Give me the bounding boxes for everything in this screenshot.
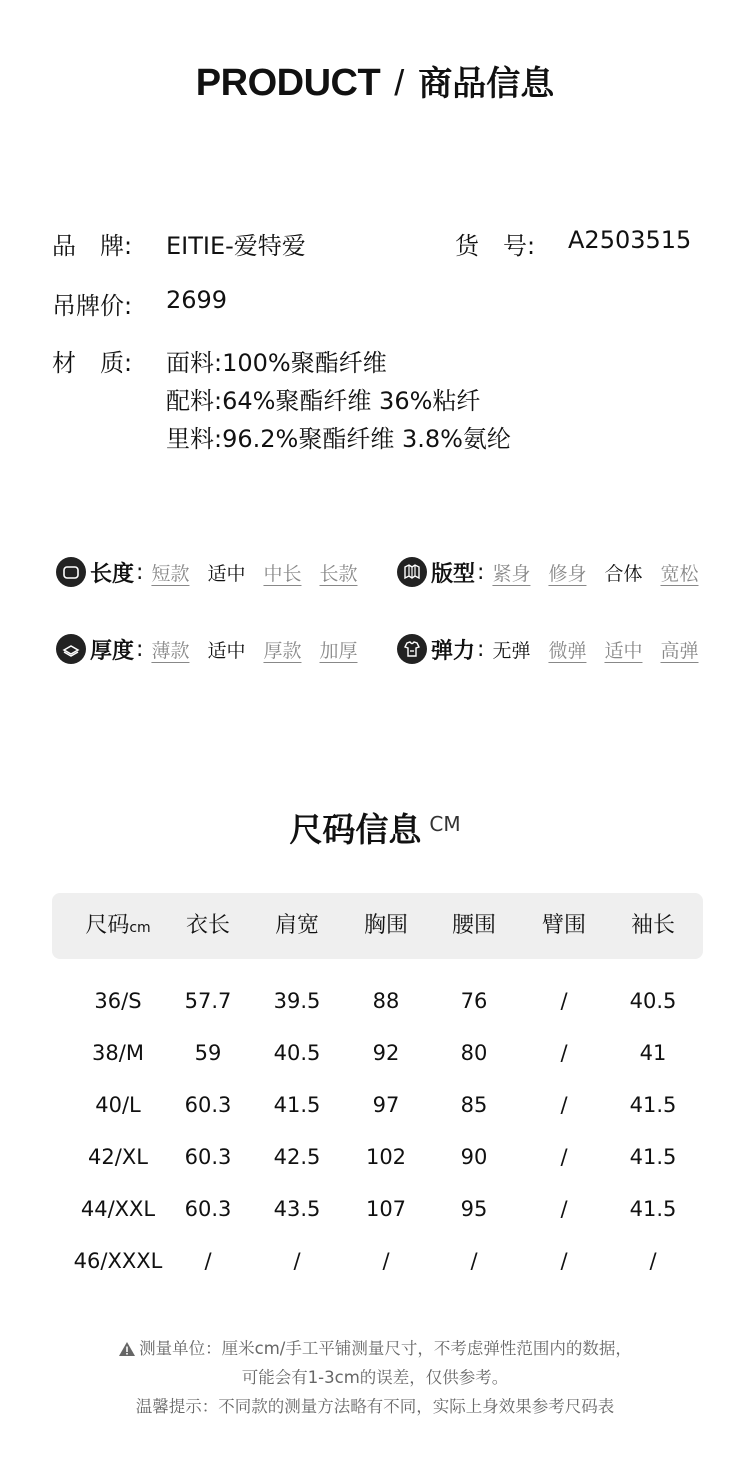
table-cell: 41.5	[629, 1145, 677, 1169]
brand-label: 品 牌:	[52, 232, 133, 260]
attr-length: 长度 : 短款 适中 中长 长款	[56, 555, 358, 589]
sku-value: A2503515	[568, 226, 692, 254]
price-value: 2699	[166, 286, 228, 314]
table-cell: /	[382, 1249, 390, 1273]
table-cell: 60.3	[184, 1093, 232, 1117]
table-cell: 41.5	[629, 1093, 677, 1117]
size-table-header	[52, 893, 703, 959]
header-cell: 尺码cm	[85, 913, 151, 938]
table-cell: 102	[365, 1145, 407, 1169]
size-label-cell: 46/XXXL	[73, 1249, 163, 1273]
attr-option-selected: 适中	[207, 639, 246, 662]
attr-label: 弹力	[431, 638, 476, 664]
size-label-cell: 36/S	[94, 989, 142, 1013]
table-cell: 41	[639, 1041, 667, 1065]
table-cell: 76	[460, 989, 488, 1013]
table-cell: 97	[372, 1093, 400, 1117]
tip-line: 温馨提示：不同款的测量方法略有不同，实际上身效果参考尺码表	[135, 1397, 615, 1416]
table-cell: /	[560, 1145, 568, 1169]
header-cell: 肩宽	[274, 913, 319, 938]
attr-option-selected: 适中	[207, 562, 246, 585]
size-label-cell: 42/XL	[88, 1145, 148, 1169]
header-cell: 臂围	[541, 913, 586, 938]
attr-option: 高弹	[660, 639, 699, 662]
warning-icon	[118, 1337, 136, 1366]
header-cell: 衣长	[185, 913, 230, 938]
table-cell: /	[204, 1249, 212, 1273]
table-cell: /	[560, 1041, 568, 1065]
material-label: 材 质:	[52, 349, 133, 377]
table-cell: 39.5	[273, 989, 321, 1013]
note-line: 测量单位：厘米cm/手工平铺测量尺寸，不考虑弹性范围内的数据，	[139, 1339, 632, 1358]
attr-thickness: 厚度 : 薄款 适中 厚款 加厚	[56, 632, 358, 666]
brand-row	[0, 226, 750, 260]
length-icon	[56, 557, 86, 587]
table-cell: 60.3	[184, 1145, 232, 1169]
attr-option-selected: 合体	[604, 562, 643, 585]
price-row	[0, 286, 750, 320]
table-cell: /	[560, 1249, 568, 1273]
table-cell: 59	[194, 1041, 222, 1065]
note-line: 可能会有1-3cm的误差，仅供参考。	[241, 1368, 509, 1387]
header-cell: 袖长	[630, 913, 675, 938]
size-label-cell: 38/M	[92, 1041, 144, 1065]
size-unit: CM	[429, 812, 461, 836]
fit-icon	[397, 557, 427, 587]
table-cell: /	[470, 1249, 478, 1273]
price-label: 吊牌价:	[52, 292, 133, 320]
attr-option: 短款	[151, 562, 190, 585]
page-title	[0, 56, 750, 105]
table-cell: 90	[460, 1145, 488, 1169]
table-cell: 95	[460, 1197, 488, 1221]
size-label-cell: 44/XXL	[80, 1197, 156, 1221]
attr-option: 薄款	[151, 639, 190, 662]
elasticity-icon	[397, 634, 427, 664]
table-cell: 40.5	[273, 1041, 321, 1065]
header-cell: 腰围	[451, 913, 496, 938]
thickness-icon	[56, 634, 86, 664]
table-cell: 88	[372, 989, 400, 1013]
attr-option: 紧身	[492, 562, 531, 585]
attr-option: 微弹	[548, 639, 587, 662]
size-label-cell: 40/L	[95, 1093, 141, 1117]
attr-option: 宽松	[660, 562, 699, 585]
table-cell: /	[560, 1197, 568, 1221]
title-separator: /	[394, 62, 405, 103]
table-cell: 57.7	[184, 989, 232, 1013]
table-cell: 107	[365, 1197, 407, 1221]
table-cell: /	[649, 1249, 657, 1273]
material-row	[0, 343, 750, 463]
table-cell: 40.5	[629, 989, 677, 1013]
sku-label: 货 号:	[455, 232, 536, 260]
table-cell: 43.5	[273, 1197, 321, 1221]
attr-option: 厚款	[263, 639, 302, 662]
table-cell: 92	[372, 1041, 400, 1065]
material-line: 面料:100%聚酯纤维	[166, 349, 387, 377]
table-cell: 85	[460, 1093, 488, 1117]
table-cell: 41.5	[273, 1093, 321, 1117]
table-cell: /	[293, 1249, 301, 1273]
table-cell: 60.3	[184, 1197, 232, 1221]
header-cell: 胸围	[363, 913, 408, 938]
table-cell: /	[560, 989, 568, 1013]
table-cell: 41.5	[629, 1197, 677, 1221]
attr-option: 加厚	[319, 639, 358, 662]
attr-label: 版型	[431, 561, 476, 587]
material-line: 里料:96.2%聚酯纤维 3.8%氨纶	[166, 425, 511, 453]
table-cell: /	[560, 1093, 568, 1117]
attr-elasticity: 弹力 : 无弹 微弹 适中 高弹	[397, 632, 699, 666]
size-section-title	[0, 804, 750, 851]
table-cell: 42.5	[273, 1145, 321, 1169]
table-cell: 80	[460, 1041, 488, 1065]
brand-value: EITIE-爱特爱	[166, 232, 306, 260]
attr-option: 中长	[263, 562, 302, 585]
measurement-note	[0, 1334, 750, 1366]
attr-option: 修身	[548, 562, 587, 585]
attr-label: 长度	[90, 561, 135, 587]
attr-fit: 版型 : 紧身 修身 合体 宽松	[397, 555, 699, 589]
size-title: 尺码信息	[289, 810, 422, 849]
attr-label: 厚度	[90, 638, 135, 664]
attr-option: 适中	[604, 639, 643, 662]
attr-option-selected: 无弹	[492, 639, 531, 662]
title-zh: 商品信息	[418, 64, 555, 104]
material-line: 配料:64%聚酯纤维 36%粘纤	[166, 387, 481, 415]
title-en: PRODUCT	[195, 62, 381, 104]
attr-option: 长款	[319, 562, 358, 585]
